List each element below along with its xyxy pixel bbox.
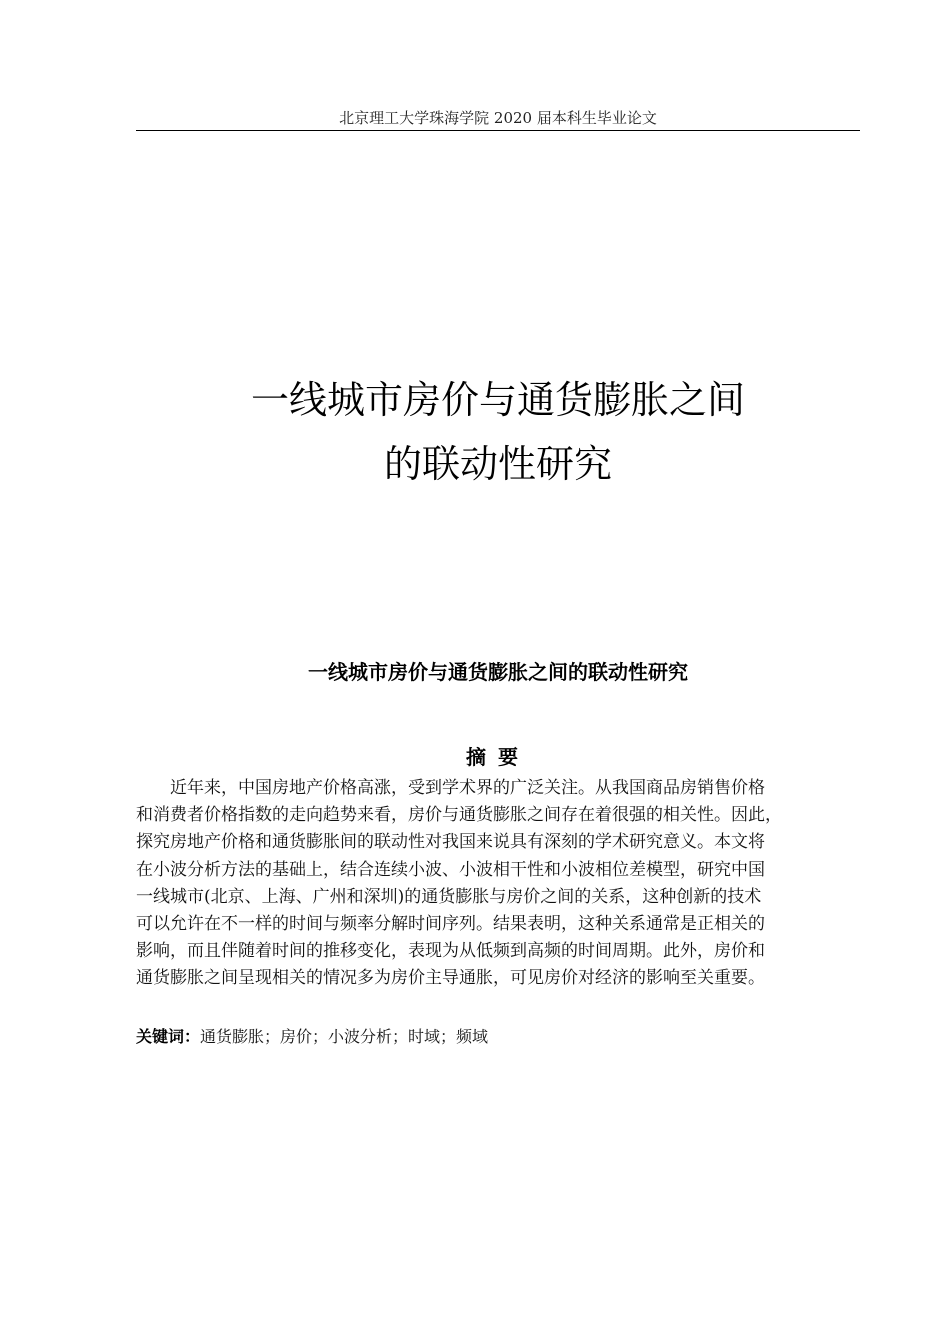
header-divider: [136, 130, 860, 131]
abstract-line: 探究房地产价格和通货膨胀间的联动性对我国来说具有深刻的学术研究意义。本文将: [136, 832, 765, 853]
abstract-body: [136, 775, 860, 993]
abstract-line: 通货膨胀之间呈现相关的情况多为房价主导通胀，可见房价对经济的影响至关重要。: [136, 968, 765, 989]
abstract-heading: 摘要: [466, 745, 530, 769]
running-header: 北京理工大学珠海学院 2020 届本科生毕业论文: [339, 109, 657, 127]
keywords-label: 关键词：: [136, 1027, 201, 1046]
abstract-line: 近年来，中国房地产价格高涨，受到学术界的广泛关注。从我国商品房销售价格: [170, 778, 765, 798]
abstract-page-title: 一线城市房价与通货膨胀之间的联动性研究: [308, 660, 688, 684]
abstract-line: 可以允许在不一样的时间与频率分解时间序列。结果表明，这种关系通常是正相关的: [136, 914, 765, 935]
keywords-row: [136, 1023, 860, 1051]
abstract-line: 影响，而且伴随着时间的推移变化，表现为从低频到高频的时间周期。此外，房价和: [136, 941, 765, 962]
thesis-title-line-2: 的联动性研究: [383, 442, 612, 486]
abstract-line: 在小波分析方法的基础上，结合连续小波、小波相干性和小波相位差模型，研究中国: [136, 859, 765, 880]
abstract-line: 一线城市(北京、上海、广州和深圳)的通货膨胀与房价之间的关系，这种创新的技术: [136, 886, 762, 907]
abstract-line: 和消费者价格指数的走向趋势来看，房价与通货膨胀之间存在着很强的相关性。因此，: [136, 805, 782, 826]
thesis-title: [136, 368, 860, 496]
thesis-title-line-1: 一线城市房价与通货膨胀之间: [250, 378, 745, 422]
keywords-text: 通货膨胀；房价；小波分析；时域；频域: [200, 1027, 489, 1046]
